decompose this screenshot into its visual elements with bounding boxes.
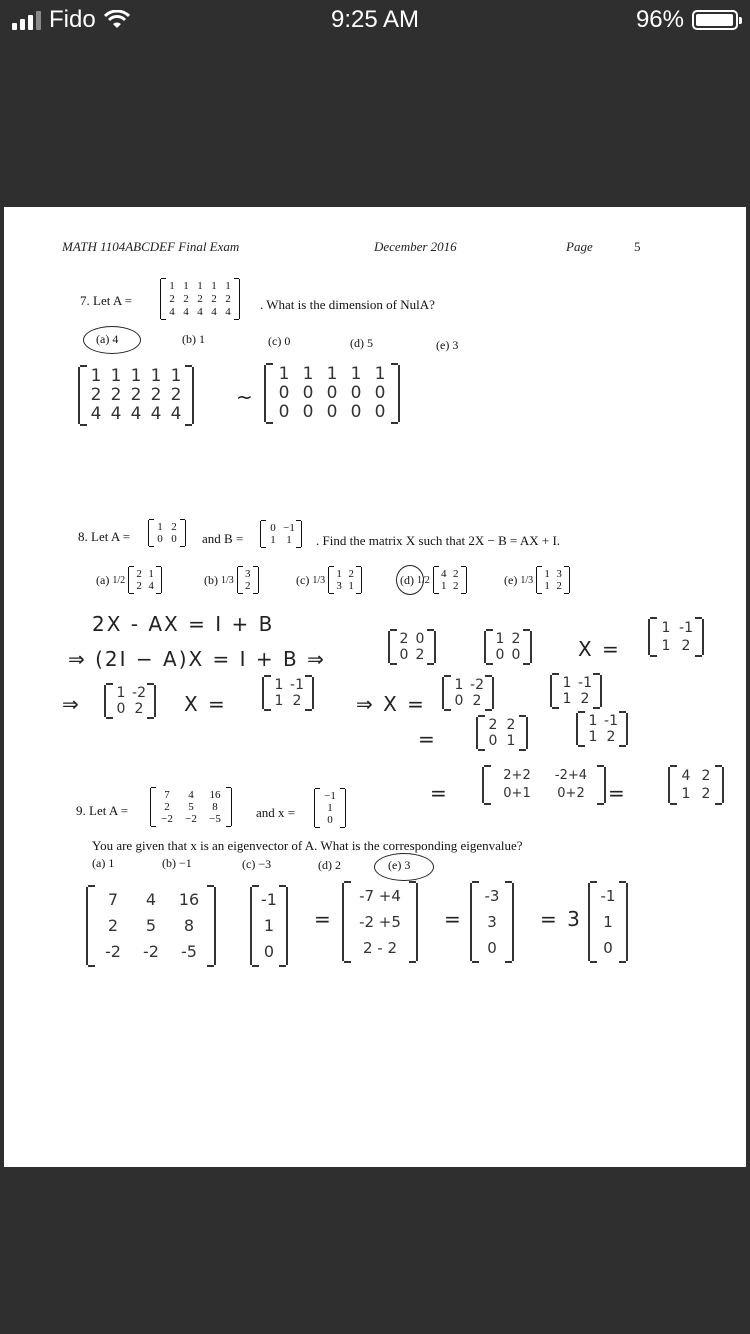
matrix-entry: 7 bbox=[164, 789, 170, 801]
handwritten-entry: -3 bbox=[484, 887, 500, 905]
matrix-entry: 1 bbox=[544, 568, 550, 580]
handwritten-entry: 2 bbox=[110, 385, 122, 405]
handwritten-entry: 2 bbox=[107, 916, 119, 935]
handwritten-entry: -2 bbox=[105, 942, 121, 961]
handwritten-entry: -1 bbox=[578, 675, 592, 691]
battery-icon bbox=[692, 10, 738, 30]
matrix-entry: 4 bbox=[441, 568, 447, 580]
matrix-entry: 3 bbox=[556, 568, 562, 580]
handwritten-entry: 1 bbox=[681, 786, 691, 802]
handwritten-entry: 1 bbox=[562, 691, 572, 707]
handwritten-entry: 1 bbox=[326, 364, 338, 384]
handwritten-entry: 0 bbox=[511, 647, 521, 663]
handwritten-entry: 2 bbox=[472, 693, 482, 709]
matrix-entry: 1 bbox=[327, 802, 333, 814]
handwritten-entry: 0+2 bbox=[557, 786, 585, 801]
handwritten-entry: 0 bbox=[350, 402, 362, 422]
page-number: 5 bbox=[634, 239, 641, 254]
q9-work-vector bbox=[342, 883, 418, 961]
handwritten-entry: 2+2 bbox=[503, 768, 531, 783]
q8-work-matrix bbox=[482, 767, 606, 803]
matrix-entry: 2 bbox=[556, 580, 562, 592]
q9-and-x: and x = bbox=[256, 805, 296, 820]
option-coefficient: 1/3 bbox=[312, 574, 326, 586]
handwritten-entry: 0 bbox=[603, 939, 613, 957]
q8-work-matrix bbox=[550, 675, 602, 707]
handwritten-entry: 1 bbox=[110, 366, 122, 386]
matrix-entry: 2 bbox=[245, 580, 251, 592]
handwritten-entry: 2 bbox=[399, 631, 409, 647]
handwritten-entry: 0 bbox=[487, 939, 497, 957]
handwritten-entry: 0 bbox=[374, 402, 386, 422]
matrix-entry: 1 bbox=[441, 580, 447, 592]
handwritten-entry: -2+4 bbox=[554, 768, 588, 783]
handwritten-entry: -7 +4 bbox=[359, 887, 401, 905]
handwritten-entry: 1 bbox=[350, 364, 362, 384]
option-matrix bbox=[237, 567, 259, 593]
page-label: Page bbox=[566, 239, 593, 254]
handwritten-entry: 0 bbox=[326, 402, 338, 422]
handwritten-entry: 2 bbox=[511, 631, 521, 647]
matrix-entry: 2 bbox=[348, 568, 354, 580]
matrix-entry: 4 bbox=[169, 306, 175, 318]
handwritten-entry: 0 bbox=[488, 733, 498, 749]
matrix-entry: 2 bbox=[171, 521, 177, 533]
handwritten-entry: 2 bbox=[506, 717, 516, 733]
q8-and-b: and B = bbox=[202, 531, 244, 546]
handwritten-entry: 1 bbox=[588, 729, 598, 745]
handwritten-entry: 0 bbox=[278, 402, 290, 422]
option-coefficient: 1/3 bbox=[520, 574, 534, 586]
handwritten-entry: 1 bbox=[661, 638, 671, 654]
matrix-entry: 1 bbox=[183, 280, 189, 292]
matrix-entry: 2 bbox=[453, 568, 459, 580]
handwritten-entry: 1 bbox=[274, 693, 284, 709]
handwritten-entry: 0+1 bbox=[503, 786, 531, 801]
matrix-entry: 4 bbox=[197, 306, 203, 318]
matrix-entry: 2 bbox=[225, 293, 231, 305]
handwritten-entry: -1 bbox=[679, 620, 693, 636]
handwritten-entry: 16 bbox=[178, 890, 200, 909]
option-label: (e) bbox=[504, 572, 518, 587]
handwritten-entry: 1 bbox=[302, 364, 314, 384]
handwritten-entry: 2 bbox=[292, 693, 302, 709]
matrix-entry: 2 bbox=[183, 293, 189, 305]
handwritten-entry: 8 bbox=[183, 916, 195, 935]
clock: 9:25 AM bbox=[330, 6, 420, 33]
handwritten-entry: 2 - 2 bbox=[362, 939, 398, 957]
q8-work-line2: ⇒ (2I − A)X = I + B ⇒ bbox=[68, 647, 326, 671]
q9-matrix bbox=[150, 788, 232, 826]
matrix-entry: 4 bbox=[183, 306, 189, 318]
q8-work-matrix bbox=[104, 685, 156, 717]
handwritten-entry: 1 bbox=[506, 733, 516, 749]
matrix-entry: 16 bbox=[209, 789, 221, 801]
q9-option-e: (e) 3 bbox=[388, 858, 411, 872]
course-title: MATH 1104ABCDEF Final Exam bbox=[62, 239, 240, 254]
handwritten-entry: 0 bbox=[278, 383, 290, 403]
handwritten-entry: 1 bbox=[263, 916, 275, 935]
matrix-entry: 0 bbox=[327, 814, 333, 826]
handwritten-entry: 2 bbox=[580, 691, 590, 707]
matrix-entry: 2 bbox=[453, 580, 459, 592]
battery-percent: 96% bbox=[635, 6, 684, 33]
q8-work-matrix bbox=[668, 767, 724, 803]
q7-matrix bbox=[160, 279, 240, 319]
handwritten-entry: 1 bbox=[603, 913, 613, 931]
matrix-entry: 3 bbox=[245, 568, 251, 580]
handwritten-entry: 0 bbox=[263, 942, 275, 961]
q7-option-a: (a) 4 bbox=[96, 332, 119, 346]
handwritten-entry: 0 bbox=[350, 383, 362, 403]
option-matrix bbox=[328, 567, 362, 593]
handwritten-entry: 4 bbox=[130, 404, 142, 424]
matrix-entry: −2 bbox=[185, 813, 197, 825]
handwritten-entry: 1 bbox=[170, 366, 182, 386]
matrix-entry: 0 bbox=[157, 533, 163, 545]
exam-page bbox=[4, 207, 746, 1167]
handwritten-entry: -1 bbox=[604, 713, 618, 729]
handwritten-entry: 0 bbox=[399, 647, 409, 663]
matrix-entry: 4 bbox=[211, 306, 217, 318]
handwritten-entry: 2 bbox=[134, 701, 144, 717]
matrix-entry: 4 bbox=[225, 306, 231, 318]
matrix-entry: 1 bbox=[270, 534, 276, 546]
option-matrix bbox=[433, 567, 467, 593]
matrix-entry: 1 bbox=[544, 580, 550, 592]
handwritten-entry: 4 bbox=[150, 404, 162, 424]
q8-question: . Find the matrix X such that 2X − B = AX + I. bbox=[316, 533, 561, 548]
matrix-entry: 1 bbox=[225, 280, 231, 292]
handwritten-entry: 2 bbox=[150, 385, 162, 405]
matrix-entry: 2 bbox=[197, 293, 203, 305]
matrix-entry: −5 bbox=[209, 813, 221, 825]
option-coefficient: 1/2 bbox=[112, 574, 126, 586]
matrix-entry: 2 bbox=[136, 568, 142, 580]
handwritten-entry: 1 bbox=[278, 364, 290, 384]
option-matrix bbox=[128, 567, 162, 593]
handwritten-entry: 1 bbox=[90, 366, 102, 386]
q8-work-matrix bbox=[442, 677, 494, 709]
handwritten-entry: 2 bbox=[488, 717, 498, 733]
matrix-entry: 2 bbox=[211, 293, 217, 305]
q7-option-d: (d) 5 bbox=[350, 336, 373, 350]
q7-option-b: (b) 1 bbox=[182, 332, 205, 346]
q7-prefix: 7. Let A = bbox=[80, 293, 133, 308]
q9-vector bbox=[314, 789, 346, 827]
matrix-entry: −1 bbox=[324, 790, 336, 802]
handwritten-entry: 2 bbox=[606, 729, 616, 745]
q8-work-equals: = bbox=[418, 727, 437, 751]
matrix-entry: 0 bbox=[171, 533, 177, 545]
matrix-entry: −1 bbox=[283, 522, 295, 534]
q7-work-matrix-left bbox=[78, 367, 194, 424]
handwritten-entry: 4 bbox=[110, 404, 122, 424]
handwritten-entry: 1 bbox=[150, 366, 162, 386]
q9-prefix: 9. Let A = bbox=[76, 803, 129, 818]
handwritten-entry: 0 bbox=[495, 647, 505, 663]
handwritten-entry: 0 bbox=[326, 383, 338, 403]
q8-option-b bbox=[204, 567, 259, 593]
status-bar bbox=[0, 0, 750, 42]
handwritten-entry: -2 bbox=[470, 677, 484, 693]
handwritten-entry: 1 bbox=[562, 675, 572, 691]
handwritten-entry: 2 bbox=[90, 385, 102, 405]
q8-prefix: 8. Let A = bbox=[78, 529, 131, 544]
option-coefficient: 1/2 bbox=[417, 574, 430, 586]
matrix-entry: 4 bbox=[188, 789, 194, 801]
q7-question: . What is the dimension of NulA? bbox=[260, 297, 435, 312]
exam-date: December 2016 bbox=[374, 239, 457, 254]
matrix-entry: 1 bbox=[211, 280, 217, 292]
q8-work-matrix bbox=[388, 631, 436, 663]
matrix-entry: 2 bbox=[136, 580, 142, 592]
handwritten-entry: 1 bbox=[274, 677, 284, 693]
q8-work-arrow: ⇒ bbox=[62, 692, 81, 716]
matrix-entry: 0 bbox=[270, 522, 276, 534]
handwritten-entry: 1 bbox=[116, 685, 126, 701]
handwritten-entry: 1 bbox=[130, 366, 142, 386]
handwritten-entry: 2 bbox=[130, 385, 142, 405]
handwritten-entry: -1 bbox=[261, 890, 277, 909]
q8-matrix-b bbox=[260, 521, 302, 547]
handwritten-entry: -2 +5 bbox=[359, 913, 401, 931]
q9-work-equals: = bbox=[314, 907, 333, 931]
option-label: (a) bbox=[96, 572, 110, 587]
handwritten-entry: 7 bbox=[107, 890, 119, 909]
q9-work-vector bbox=[588, 883, 628, 961]
q8-option-e bbox=[504, 567, 570, 593]
matrix-entry: 1 bbox=[336, 568, 342, 580]
q8-work-equals: = bbox=[608, 781, 627, 805]
handwritten-entry: 4 bbox=[681, 768, 691, 784]
handwritten-entry: 5 bbox=[145, 916, 157, 935]
q8-work-matrix bbox=[648, 619, 704, 655]
handwritten-entry: 2 bbox=[701, 786, 711, 802]
handwritten-entry: 1 bbox=[454, 677, 464, 693]
q7-option-e: (e) 3 bbox=[436, 338, 459, 352]
matrix-entry: 2 bbox=[169, 293, 175, 305]
q8-option-a bbox=[96, 567, 162, 593]
matrix-entry: 2 bbox=[164, 801, 170, 813]
option-label: (b) bbox=[204, 572, 218, 587]
q8-work-matrix bbox=[576, 713, 628, 745]
handwritten-entry: 1 bbox=[588, 713, 598, 729]
handwritten-entry: 1 bbox=[661, 620, 671, 636]
handwritten-entry: -1 bbox=[290, 677, 304, 693]
matrix-entry: 1 bbox=[348, 580, 354, 592]
q9-option-d: (d) 2 bbox=[318, 858, 341, 872]
handwritten-entry: 2 bbox=[681, 638, 691, 654]
option-matrix bbox=[536, 567, 570, 593]
handwritten-entry: 1 bbox=[495, 631, 505, 647]
handwritten-entry: 4 bbox=[170, 404, 182, 424]
q9-option-b: (b) −1 bbox=[162, 856, 192, 870]
q8-work-line1: 2X - AX = I + B bbox=[92, 612, 275, 636]
q9-work-vector bbox=[250, 887, 288, 965]
option-label: (c) bbox=[296, 572, 310, 587]
matrix-entry: 5 bbox=[188, 801, 194, 813]
q9-option-c: (c) −3 bbox=[242, 857, 272, 871]
q8-work-matrix bbox=[476, 717, 528, 749]
matrix-entry: 1 bbox=[286, 534, 292, 546]
handwritten-entry: -5 bbox=[181, 942, 197, 961]
q7-option-c: (c) 0 bbox=[268, 334, 291, 348]
handwritten-entry: -2 bbox=[143, 942, 159, 961]
q7-work-matrix-right bbox=[264, 365, 400, 422]
q8-work-x-label: X = bbox=[578, 637, 621, 661]
q9-question: You are given that x is an eigenvector of A. What is the corresponding eigenvalue? bbox=[92, 838, 523, 853]
circled-answer-mark bbox=[396, 565, 424, 595]
handwritten-entry: -2 bbox=[132, 685, 146, 701]
q8-work-x-label: ⇒ X = bbox=[356, 692, 426, 716]
handwritten-entry: 0 bbox=[302, 402, 314, 422]
matrix-entry: 1 bbox=[169, 280, 175, 292]
q9-work-eigenvalue: = 3 bbox=[540, 907, 582, 931]
battery-area bbox=[636, 6, 738, 34]
q9-option-a: (a) 1 bbox=[92, 856, 115, 870]
carrier-name: Fido bbox=[49, 6, 96, 33]
option-coefficient: 1/3 bbox=[221, 574, 234, 586]
q8-matrix-a bbox=[148, 520, 186, 546]
handwritten-entry: 2 bbox=[701, 768, 711, 784]
handwritten-entry: 0 bbox=[302, 383, 314, 403]
handwritten-entry: 3 bbox=[487, 913, 497, 931]
handwritten-entry: -1 bbox=[600, 887, 616, 905]
matrix-entry: 1 bbox=[148, 568, 154, 580]
q8-option-c bbox=[296, 567, 362, 593]
matrix-entry: 4 bbox=[148, 580, 154, 592]
q7-work-tilde: ~ bbox=[236, 385, 255, 409]
handwritten-entry: 0 bbox=[116, 701, 126, 717]
handwritten-entry: 0 bbox=[374, 383, 386, 403]
q8-work-matrix bbox=[262, 677, 314, 709]
matrix-entry: −2 bbox=[161, 813, 173, 825]
q8-work-x-label: X = bbox=[184, 692, 227, 716]
q8-work-equals: = bbox=[430, 781, 449, 805]
handwritten-entry: 1 bbox=[374, 364, 386, 384]
q9-work-vector bbox=[470, 883, 514, 961]
handwritten-entry: 4 bbox=[145, 890, 157, 909]
matrix-entry: 1 bbox=[157, 521, 163, 533]
handwritten-entry: 4 bbox=[90, 404, 102, 424]
q9-work-equals: = bbox=[444, 907, 463, 931]
matrix-entry: 1 bbox=[197, 280, 203, 292]
handwritten-entry: 2 bbox=[415, 647, 425, 663]
matrix-entry: 3 bbox=[336, 580, 342, 592]
handwritten-entry: 0 bbox=[415, 631, 425, 647]
q9-work-matrix bbox=[86, 887, 216, 965]
handwritten-entry: 2 bbox=[170, 385, 182, 405]
handwritten-entry: 0 bbox=[454, 693, 464, 709]
option-label: (d) bbox=[400, 572, 414, 587]
matrix-entry: 8 bbox=[212, 801, 218, 813]
q8-work-matrix bbox=[484, 631, 532, 663]
